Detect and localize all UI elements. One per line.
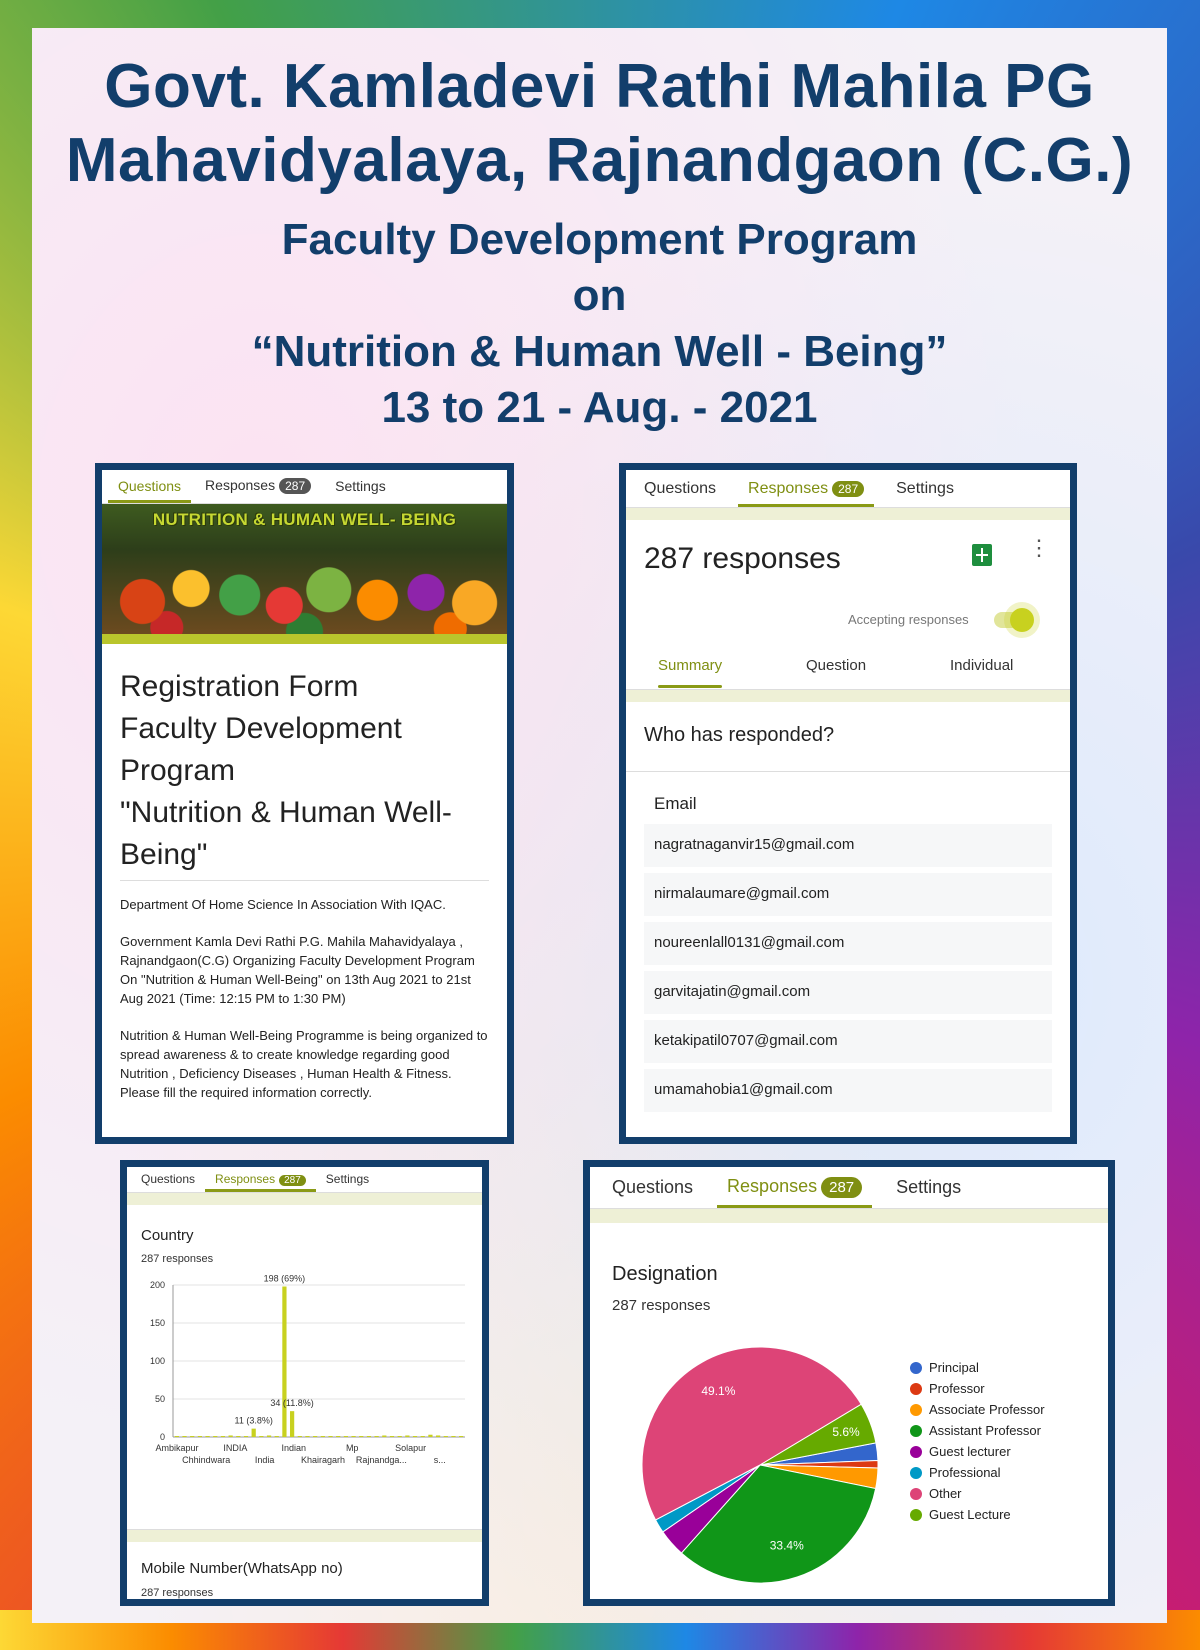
form-title-line: Being" (120, 838, 208, 871)
legend-item (910, 1357, 1045, 1378)
country-bar (451, 1436, 455, 1437)
country-bar (198, 1436, 202, 1437)
designation-pie-chart (630, 1335, 890, 1595)
more-vert-icon[interactable]: ⋮ (1028, 535, 1050, 560)
country-bar (313, 1436, 317, 1437)
responses-count-badge: 287 (821, 1177, 862, 1198)
form-desc-instruction: Please fill the required information correctly. (120, 1085, 372, 1100)
legend-swatch (910, 1509, 922, 1521)
legend-item (910, 1483, 1045, 1504)
x-tick-label: INDIA (223, 1443, 248, 1453)
form-title-line: "Nutrition & Human Well- (120, 796, 452, 829)
legend-swatch (910, 1446, 922, 1458)
email-list (626, 772, 1070, 1112)
country-bar (190, 1436, 194, 1437)
x-tick-label: Mp (345, 1443, 359, 1453)
country-bar (205, 1436, 209, 1437)
email-item: garvitajatin@gmail.com (644, 971, 1052, 1014)
legend-swatch (910, 1362, 922, 1374)
country-bar (336, 1436, 340, 1437)
legend-swatch (910, 1383, 922, 1395)
pie-slice-label: 33.4% (769, 1538, 804, 1553)
country-bar (375, 1436, 379, 1437)
x-tick-label: Chhindwara (182, 1455, 231, 1465)
country-bar (351, 1436, 355, 1437)
section-divider (626, 508, 1070, 520)
legend-label: Professional (929, 1465, 1001, 1480)
x-tick-label: Ambikapur (155, 1443, 199, 1453)
x-tick-label: Rajnandga... (355, 1455, 407, 1465)
country-bar (290, 1411, 294, 1437)
form-title-line: Registration Form (120, 670, 359, 703)
x-tick-label: Solapur (395, 1443, 427, 1453)
subtab-question[interactable]: Question (806, 657, 867, 674)
legend-label: Assistant Professor (929, 1423, 1041, 1438)
legend-label: Principal (929, 1360, 979, 1375)
country-bar-chart (127, 1267, 482, 1517)
tab-responses[interactable] (748, 480, 864, 507)
country-bar (282, 1287, 286, 1437)
legend-label: Professor (929, 1381, 985, 1396)
country-bar (359, 1436, 363, 1437)
poster-heading (32, 50, 1167, 436)
program-dates: 13 to 21 - Aug. - 2021 (381, 383, 818, 432)
legend-item (910, 1420, 1045, 1441)
email-item: umamahobia1@gmail.com (644, 1069, 1052, 1112)
tab-responses[interactable] (205, 477, 311, 503)
form-responses-panel (619, 463, 1077, 1144)
form-description (102, 881, 507, 1134)
tab-questions[interactable]: Questions (644, 480, 717, 497)
responses-count-badge: 287 (832, 481, 864, 497)
responses-tabbar (626, 470, 1070, 508)
tab-questions[interactable]: Questions (118, 478, 181, 503)
designation-chart-panel (583, 1160, 1115, 1606)
tab-responses[interactable] (215, 1172, 306, 1192)
mobile-number-subtitle: 287 responses (141, 1587, 214, 1599)
form-desc-about: Nutrition & Human Well-Being Programme is being organized to spread awareness & to create knowledge regarding good Nutrition , Deficiency Diseases , Human Health & Fitness. (120, 1028, 488, 1081)
y-tick-label: 200 (149, 1280, 165, 1290)
form-questions-panel (95, 463, 514, 1144)
x-tick-label: Indian (281, 1443, 307, 1453)
tab-responses-label: Responses (727, 1176, 818, 1196)
email-label: Email (654, 794, 697, 813)
country-bar (221, 1436, 225, 1437)
legend-label: Other (929, 1486, 962, 1501)
y-tick-label: 100 (149, 1356, 165, 1366)
form-desc-org: Government Kamla Devi Rathi P.G. Mahila Mahavidyalaya , Rajnandgaon(C.G) Organizing Faculty Development Program On "Nutrition & Human Well-Being" on 13th Aug 2021 to 21st Aug 2021 (Time: 12:15 PM to 1:30 PM) (120, 934, 475, 1006)
designation-legend (910, 1357, 1045, 1525)
bar-data-label: 11 (3.8%) (234, 1415, 273, 1426)
country-bar (244, 1436, 248, 1437)
program-topic: “Nutrition & Human Well - Being” (251, 327, 948, 376)
email-item: noureenlall0131@gmail.com (644, 922, 1052, 965)
section-divider (127, 1193, 482, 1205)
accepting-responses-toggle[interactable] (994, 612, 1030, 628)
college-name-line1: Govt. Kamladevi Rathi Mahila PG (104, 52, 1095, 121)
country-bar (267, 1435, 271, 1437)
country-chart-subtitle: 287 responses (141, 1253, 214, 1265)
form-title-line: Program (120, 754, 236, 787)
subtab-individual[interactable]: Individual (950, 657, 1014, 674)
bar-data-label: 34 (11.8%) (270, 1398, 314, 1409)
accepting-responses-label: Accepting responses (848, 612, 969, 627)
responses-count-badge: 287 (279, 478, 311, 494)
tab-settings[interactable]: Settings (335, 478, 386, 494)
country-bar (275, 1436, 279, 1437)
subtab-summary[interactable]: Summary (658, 657, 723, 674)
responses-count: 287 responses (644, 542, 841, 575)
country-bar (421, 1436, 425, 1437)
country-bar (213, 1436, 217, 1437)
response-subtabs (626, 645, 1070, 689)
tab-responses[interactable] (727, 1176, 862, 1208)
nutrition-banner-image (102, 504, 507, 634)
country-bar (252, 1429, 256, 1437)
legend-label: Guest Lecture (929, 1507, 1011, 1522)
country-bar (321, 1436, 325, 1437)
mobile-number-title: Mobile Number(WhatsApp no) (141, 1560, 343, 1577)
x-tick-label: India (254, 1455, 275, 1465)
legend-item (910, 1441, 1045, 1462)
country-bar (236, 1436, 240, 1437)
tab-responses-label: Responses (205, 477, 276, 493)
banner-text: NUTRITION & HUMAN WELL- BEING (152, 510, 457, 529)
country-bar (413, 1436, 417, 1437)
legend-item (910, 1504, 1045, 1525)
legend-swatch (910, 1425, 922, 1437)
tab-questions[interactable]: Questions (141, 1172, 196, 1186)
country-tabbar (127, 1167, 482, 1193)
section-divider (590, 1209, 1108, 1223)
country-bar (229, 1435, 233, 1437)
country-chart-title: Country (141, 1227, 194, 1244)
email-item: ketakipatil0707@gmail.com (644, 1020, 1052, 1063)
mobile-number-card (127, 1530, 482, 1599)
tab-settings[interactable]: Settings (325, 1172, 370, 1186)
country-bar (367, 1436, 371, 1437)
pie-slice-label: 5.6% (832, 1425, 860, 1440)
legend-label: Guest lecturer (929, 1444, 1011, 1459)
program-title: Faculty Development Program (281, 215, 918, 264)
country-bar (405, 1435, 409, 1437)
y-tick-label: 150 (149, 1318, 165, 1328)
tab-settings[interactable]: Settings (896, 480, 954, 497)
country-bar (398, 1436, 402, 1437)
tab-settings[interactable]: Settings (896, 1177, 962, 1197)
form-desc-dept: Department Of Home Science In Association With IQAC. (120, 897, 446, 912)
legend-item (910, 1378, 1045, 1399)
form-title (120, 644, 489, 881)
legend-label: Associate Professor (929, 1402, 1045, 1417)
country-bar (382, 1435, 386, 1437)
x-tick-label: s... (433, 1455, 446, 1465)
email-item: nagratnaganvir15@gmail.com (644, 824, 1052, 867)
country-bar (444, 1436, 448, 1437)
responses-count-badge: 287 (279, 1175, 306, 1186)
program-on: on (572, 271, 627, 320)
legend-item (910, 1462, 1045, 1483)
country-bar (390, 1436, 394, 1437)
form-tabbar (102, 470, 507, 504)
country-chart-panel (120, 1160, 489, 1606)
tab-responses-label: Responses (748, 480, 829, 497)
country-bar (298, 1436, 302, 1437)
responses-header-card (626, 520, 1070, 690)
tab-questions[interactable]: Questions (612, 1177, 694, 1197)
form-title-line: Faculty Development (120, 712, 402, 745)
y-tick-label: 50 (154, 1394, 165, 1404)
college-name-line2: Mahavidyalaya, Rajnandgaon (C.G.) (65, 126, 1134, 195)
pie-slice-label: 49.1% (701, 1383, 736, 1398)
designation-tabbar (590, 1167, 1108, 1209)
legend-swatch (910, 1404, 922, 1416)
country-bar (175, 1436, 179, 1437)
legend-item (910, 1399, 1045, 1420)
bar-data-label: 198 (69%) (263, 1273, 306, 1284)
country-bar (305, 1436, 309, 1437)
designation-chart-title: Designation (612, 1263, 718, 1285)
country-bar (328, 1436, 332, 1437)
email-item: nirmalaumare@gmail.com (644, 873, 1052, 916)
designation-chart-subtitle: 287 responses (612, 1297, 711, 1314)
country-bar (182, 1436, 186, 1437)
x-tick-label: Khairagarh (300, 1455, 346, 1465)
legend-swatch (910, 1467, 922, 1479)
y-tick-label: 0 (159, 1432, 165, 1442)
sheets-icon[interactable] (972, 544, 992, 566)
who-responded-title: Who has responded? (626, 690, 1070, 772)
country-bar (459, 1436, 463, 1437)
tab-responses-label: Responses (215, 1172, 276, 1186)
country-bar (436, 1435, 440, 1437)
country-bar (259, 1436, 263, 1437)
country-chart-card (127, 1205, 482, 1530)
form-accent-bar (102, 634, 507, 644)
legend-swatch (910, 1488, 922, 1500)
country-bar (344, 1436, 348, 1437)
country-bar (428, 1435, 432, 1437)
